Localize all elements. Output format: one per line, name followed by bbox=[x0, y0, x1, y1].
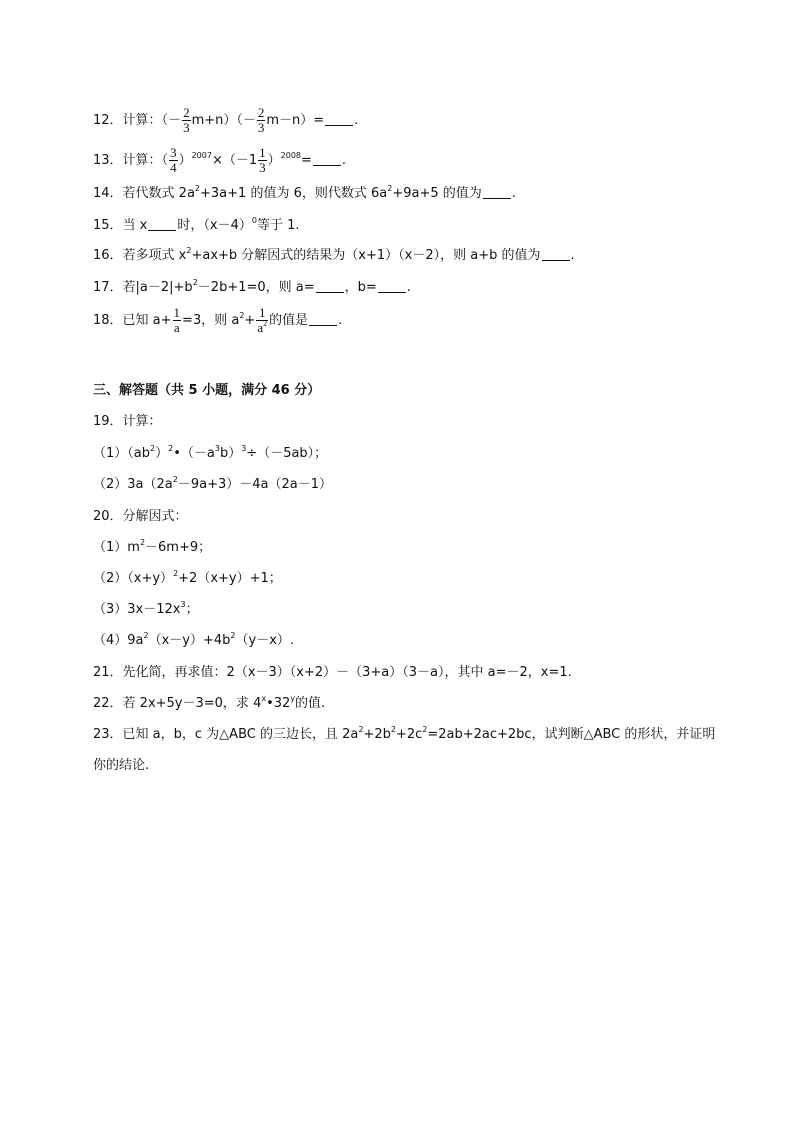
question-number: 12． bbox=[93, 113, 123, 128]
question-12: 12．计算：（－ $\frac{2}{3}$ m+n）（－ $\frac{2}{3}$ m－n）= . bbox=[93, 105, 359, 135]
question-number: 20． bbox=[93, 509, 123, 524]
question-23: 23．已知 a，b，c 为△ABC 的三边长，且 $2a^2+2b^2+2c^2=2ab+2ac+2bc$，试判断△ABC 的形状，并证明 bbox=[93, 725, 716, 742]
question-17: 17．若$|a-2|+b^2-2b+1=0$，则 a= ，b= . bbox=[93, 278, 411, 295]
question-number: 18． bbox=[93, 313, 123, 328]
section-heading: 三、解答题（共 5 小题，满分 46 分） bbox=[93, 383, 321, 398]
question-number: 22． bbox=[93, 696, 123, 711]
answer-blank bbox=[309, 313, 337, 326]
question-22: 22．若 2x+5y－3=0，求 4$^x$•32$^y$的值. bbox=[93, 694, 326, 711]
question-15: 15．当 x 时，$(x-4)^0$等于 1. bbox=[93, 216, 300, 233]
question-number: 16． bbox=[93, 248, 123, 263]
question-number: 17． bbox=[93, 280, 123, 295]
question-number: 21． bbox=[93, 665, 123, 680]
fraction: $\frac{2}{3}$ bbox=[257, 105, 265, 135]
question-20-part-2: $(2)(x+y)^2+2(x+y)+1$； bbox=[93, 569, 282, 586]
answer-blank bbox=[483, 186, 511, 199]
question-20-part-4: $(4)9a^2(x-y)+4b^2(y-x)$. bbox=[93, 631, 295, 648]
question-number: 14． bbox=[93, 186, 123, 201]
question-19-part-2: $(2)3a(2a^2-9a+3)-4a(2a-1)$ bbox=[93, 475, 332, 492]
answer-blank bbox=[542, 248, 570, 261]
answer-blank bbox=[325, 113, 353, 126]
answer-blank bbox=[148, 218, 176, 231]
fraction: $\frac{2}{3}$ bbox=[183, 105, 190, 135]
fraction: $\frac{1}{a^2}$ bbox=[257, 305, 268, 335]
question-20-part-1: $(1)m^2-6m+9$； bbox=[93, 538, 212, 555]
answer-blank bbox=[316, 280, 344, 293]
question-number: 13． bbox=[93, 153, 123, 168]
answer-blank bbox=[313, 153, 341, 166]
question-number: 15． bbox=[93, 218, 123, 233]
question-21: 21．先化简，再求值：2（x－3）（x+2）－（3+a）（3－a），其中 a=－2，x=1. bbox=[93, 665, 572, 680]
question-19-part-1: $(1)(ab^2)^2•(-a^3b)^3\div(-5ab)$； bbox=[93, 444, 328, 461]
question-20: 20．分解因式： bbox=[93, 509, 188, 524]
question-20-part-3: $(3)3x-12x^3$； bbox=[93, 600, 199, 617]
question-23-continued: 你的结论. bbox=[93, 758, 150, 773]
question-19: 19．计算： bbox=[93, 414, 162, 429]
fraction: $\frac{1}{a}$ bbox=[173, 305, 181, 335]
fraction: $\frac{1}{3}$ bbox=[259, 145, 266, 175]
question-number: 19． bbox=[93, 414, 123, 429]
question-18: 18．已知 a+ $\frac{1}{a}$ =3，则 $a^2+$ $\frac{1}{a^2}$ 的值是 . bbox=[93, 305, 343, 335]
question-13: 13．计算：（ $\frac{3}{4}$ ）$^{2007}$×（－1 $\frac{1}{3}$ ）$^{2008}$= . bbox=[93, 145, 347, 175]
question-16: 16．若多项式 $x^2+ax+b$ 分解因式的结果为（x+1）（x－2），则 a+b 的值为 . bbox=[93, 246, 575, 263]
question-14: 14．若代数式 $2a^2+3a+1$ 的值为 6，则代数式 $6a^2+9a+5$ 的值为 . bbox=[93, 184, 516, 201]
question-number: 23． bbox=[93, 727, 123, 742]
answer-blank bbox=[378, 280, 406, 293]
fraction: $\frac{3}{4}$ bbox=[170, 145, 177, 175]
